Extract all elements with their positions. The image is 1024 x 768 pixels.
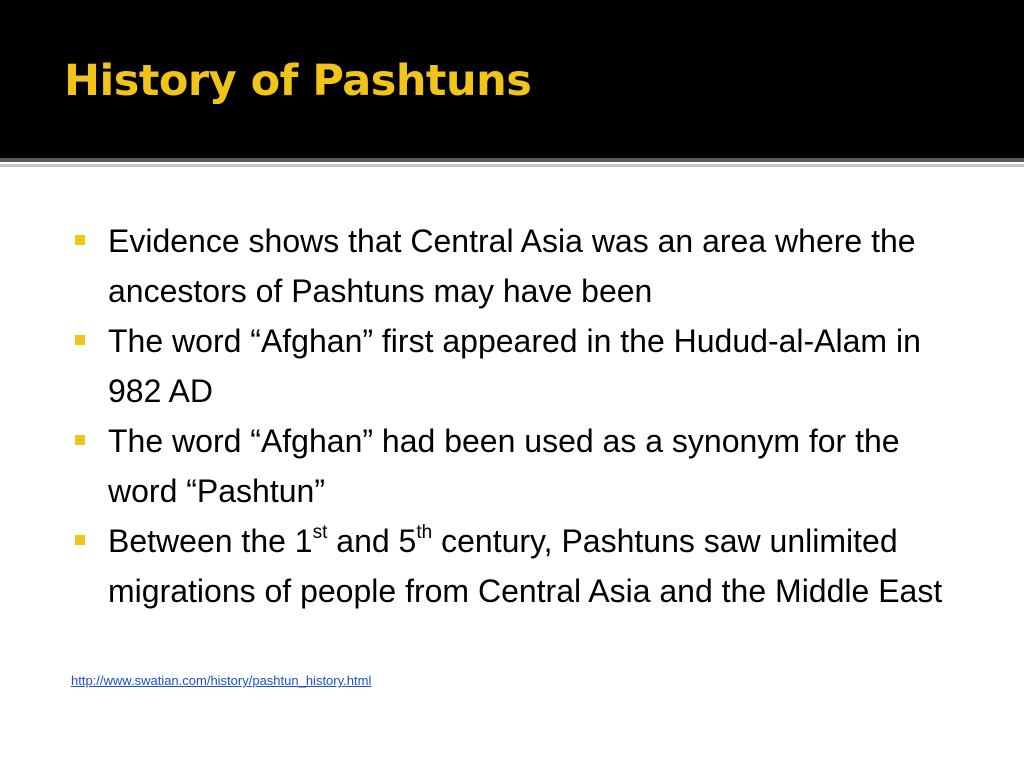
square-bullet-icon: [75, 235, 85, 245]
ordinal-suffix: st: [312, 522, 328, 543]
title-divider: [0, 158, 1024, 162]
source-link[interactable]: http://www.swatian.com/history/pashtun_history.html: [71, 673, 372, 688]
bullet-text: The word “Afghan” had been used as a synonym for the word “Pashtun”: [108, 423, 900, 509]
bullet-text-part: century, Pashtuns saw unlimited migrations of people from Central Asia and the Middle East: [108, 523, 943, 609]
bullet-item: [72, 316, 972, 416]
bullet-text-part: Between the 1: [108, 523, 313, 559]
bullet-text: [108, 516, 972, 616]
bullet-list: [72, 216, 972, 616]
bullet-item: [72, 216, 972, 316]
square-bullet-icon: [75, 435, 85, 445]
bullet-item: [72, 516, 972, 616]
bullet-text-part: and 5: [327, 523, 417, 559]
bullet-text: The word “Afghan” first appeared in the Hudud-al-Alam in 982 AD: [108, 323, 921, 409]
title-divider-light: [0, 164, 1024, 167]
bullet-text: Evidence shows that Central Asia was an area where the ancestors of Pashtuns may have been: [108, 223, 916, 309]
slide-title: History of Pashtuns: [64, 56, 532, 106]
ordinal-suffix: th: [416, 522, 433, 543]
square-bullet-icon: [75, 535, 85, 545]
bullet-item: [72, 416, 972, 516]
square-bullet-icon: [75, 335, 85, 345]
